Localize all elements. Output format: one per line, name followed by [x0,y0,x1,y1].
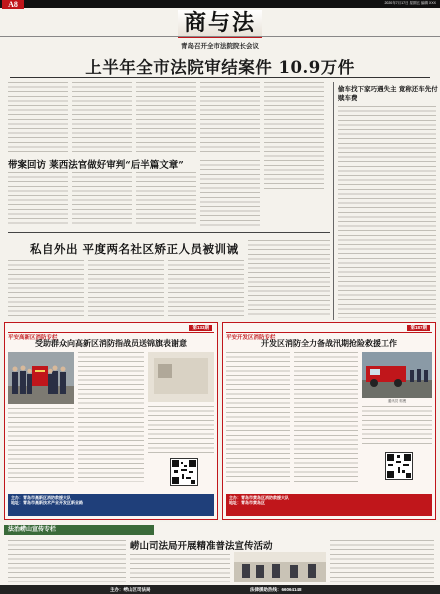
article-3-body [338,106,436,318]
right-box-col-3 [362,406,432,446]
left-box-col-3 [78,408,144,482]
left-box-col-1 [78,352,144,404]
bottom-photo [234,552,326,582]
right-box-header [226,324,432,341]
article-1-col-2 [72,172,132,227]
lead-kicker: 青岛召开全市法院院长会议 [181,43,259,50]
right-col-rule [333,82,334,320]
article-divider [8,232,330,233]
bottom-col-3 [330,540,434,582]
bottom-col-1 [8,540,126,582]
right-box-sponsor [226,494,432,516]
lead-rule [10,77,430,78]
left-box-photo [8,352,74,404]
right-box-col-1 [226,352,290,482]
header-meta: 2020年7月17日 星期五 编辑 XXX [384,1,436,5]
left-box-qr-code[interactable] [170,458,198,486]
right-box-headline: 开发区消防全力备战汛期抢险救援工作 [261,338,397,348]
section-title: 商与法 [178,10,262,38]
footer-host: 主办：崂山区司法局 [110,587,151,592]
right-box-photo [362,352,432,398]
right-sponsor-line-2: 地址：青岛市黄岛区 [229,500,265,506]
article-3-title: 偷车找下家巧遇失主 竟称还车先付赎车费 [338,85,438,102]
right-box-qr-code[interactable] [385,452,413,480]
footer-hotline: 法律援助热线：66064148 [250,587,302,592]
lead-column-1 [8,82,68,152]
article-1-col-4 [200,160,260,227]
left-sponsor-line-2: 地址：青岛市高新技术产业开发区新业路 [11,500,83,506]
left-box-sponsor [8,494,214,516]
left-box-col-2 [8,408,74,482]
left-sponsor-line-1: 主办：青岛市高新区消防救援大队 [11,495,71,500]
left-box-title: 平安高新区消防专栏 [8,335,58,341]
right-box-title: 平安开发区消防专栏 [226,335,276,341]
article-2-col-1 [8,260,84,318]
bottom-column-title: 法治崂山宣传专栏 [4,525,154,535]
left-box-issue: 第133期 [189,325,212,331]
right-box-author: 通讯员 郭俊 [387,399,407,403]
article-1-col-3 [136,172,196,227]
right-sponsor-line-1: 主办：青岛市黄岛区消防救援大队 [229,495,289,500]
left-box-headline: 受助群众向高新区消防指战员送锦旗表谢意 [35,338,187,348]
right-box-issue: 第187期 [407,325,430,331]
bottom-footer [0,585,440,594]
lead-column-5 [264,82,324,192]
lead-column-2 [72,82,132,152]
left-box-col-4 [148,406,214,456]
left-box-header [8,324,214,341]
article-2-col-2 [88,260,164,318]
left-box-photo-2 [148,352,214,402]
article-2-col-3 [168,260,244,318]
lead-column-3 [136,82,196,152]
article-2-title: 私自外出 平度两名社区矫正人员被训诫 [30,242,239,256]
right-box-col-2 [294,352,358,482]
lead-headline: 上半年全市法院审结案件 10.9万件 [85,58,355,77]
article-2-col-4 [248,240,330,318]
page-number: A8 [2,0,24,9]
article-1-title: 带案回访 莱西法官做好审判“后半篇文章” [8,160,184,171]
article-1-col-1 [8,172,68,227]
section-masthead [150,6,290,36]
lead-column-4 [200,82,260,152]
bottom-headline: 崂山司法局开展精准普法宣传活动 [130,541,273,552]
bottom-col-2 [130,554,230,582]
header-divider [0,36,440,37]
